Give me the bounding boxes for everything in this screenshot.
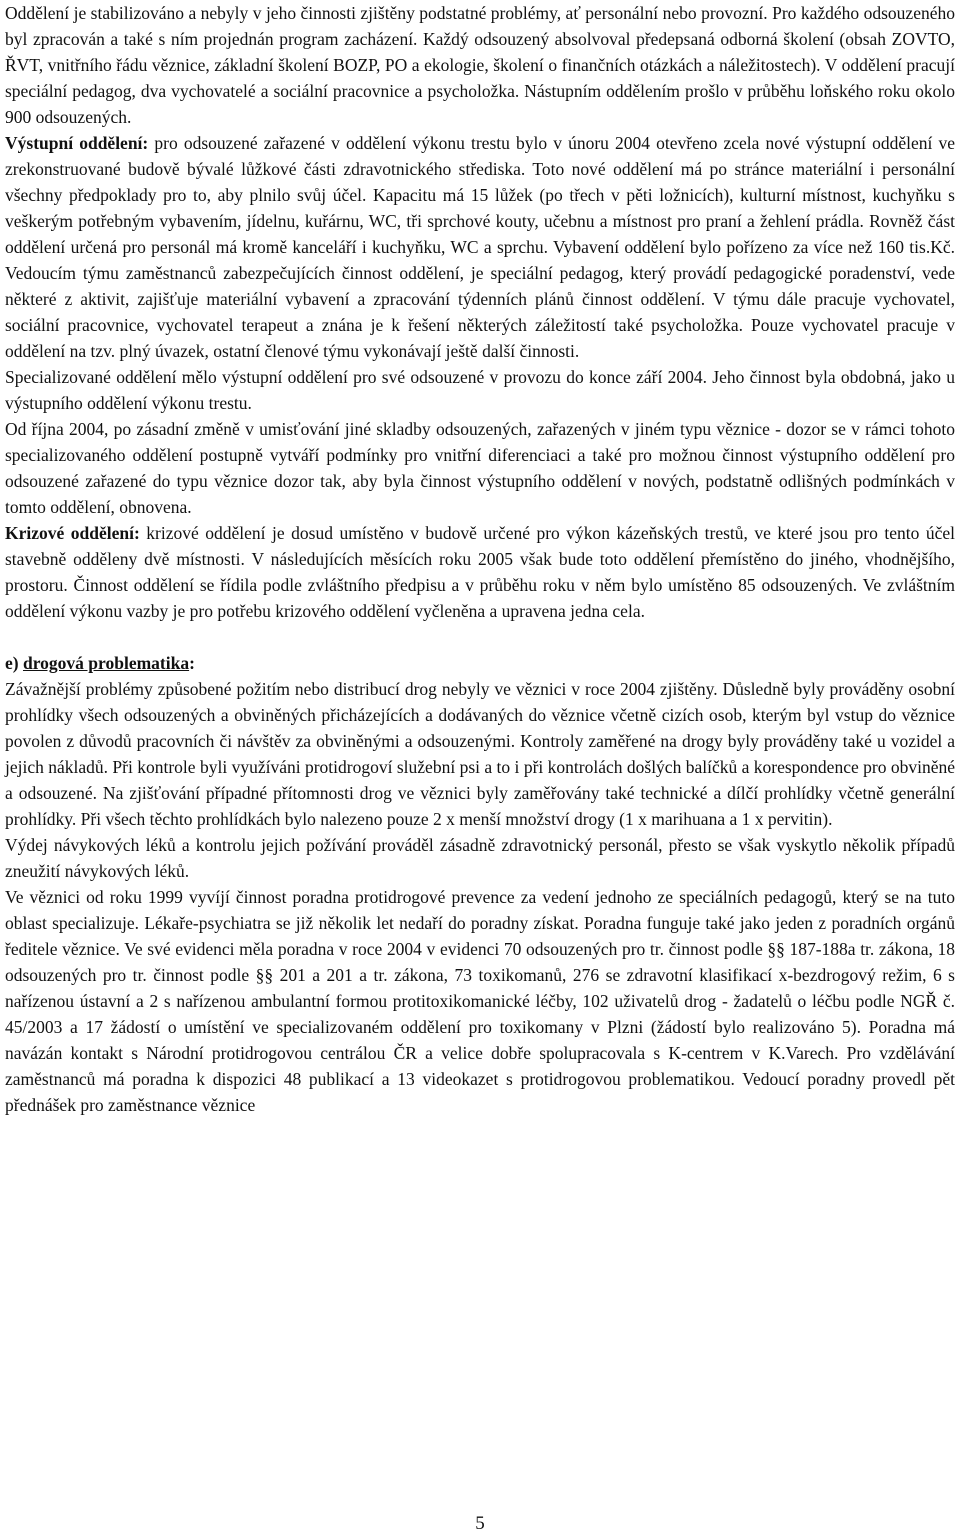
section-title: drogová problematika <box>22 653 190 673</box>
paragraph-october-2004: Od října 2004, po zásadní změně v umisťování jiné skladby odsouzených, zařazených v jiném typu věznice - dozor se v rámci tohoto specializovaného oddělení postupně vytváří podmínky pro vnitřní diferenciaci a také pro možnou činnost výstupního oddělení pro odsouzené zařazené do typu věznice dozor tak, aby byla činnost výstupního oddělení v nových, podstatně odlišných podmínkách v tomto oddělení, obnovena. <box>5 419 955 517</box>
paragraph-crisis-department <box>5 520 955 624</box>
paragraph-specialized-department: Specializované oddělení mělo výstupní oddělení pro své odsouzené v provozu do konce září 2004. Jeho činnost byla obdobná, jako u výstupního oddělení výkonu trestu. <box>5 367 955 413</box>
exit-department-label: Výstupní oddělení: <box>5 133 149 153</box>
section-spacer <box>5 624 955 650</box>
exit-department-text: pro odsouzené zařazené v oddělení výkonu trestu bylo v únoru 2004 otevřeno zcela nové výstupní oddělení ve zrekonstruované budově bývalé lůžkové části zdravotnického střediska. Toto nové oddělení má po stránce materiální i personální všechny předpoklady pro to, aby plnilo svůj účel. Kapacitu má 15 lůžek (po třech v pěti ložnicích), kulturní místnost, kuchyňku s veškerým potřebným vybavením, jídelnu, kuřárnu, WC, tři sprchové kouty, učebnu a místnost pro praní a žehlení prádla. Rovněž část oddělení určená pro personál má kromě kanceláří i kuchyňku, WC a sprchu. Vybavení oddělení bylo pořízeno za více než 160 tis.Kč. Vedoucím týmu zaměstnanců zabezpečujících činnost oddělení, je speciální pedagog, který provádí pedagogické poradenství, vede některé z aktivit, zajišťuje materiální vybavení a zpracování týdenních plánů činnost oddělení. V týmu dále pracuje vychovatel, sociální pracovnice, vychovatel terapeut a znána je k řešení některých záležitostí také psycholožka. Pouze vychovatel pracuje v oddělení na tzv. plný úvazek, ostatní členové týmu vykonávají ještě další činnosti. <box>5 133 955 361</box>
paragraph-medication: Výdej návykových léků a kontrolu jejich požívání prováděl zásadně zdravotnický personál, přesto se však vyskytlo několik případů zneužití návykových léků. <box>5 835 955 881</box>
crisis-department-label: Krizové oddělení: <box>5 523 140 543</box>
page-number: 5 <box>475 1513 485 1534</box>
section-heading-drugs <box>5 650 955 676</box>
document-page <box>5 0 955 1118</box>
crisis-department-text: krizové oddělení je dosud umístěno v budově určené pro výkon kázeňských trestů, ve které jsou pro tento účel stavebně odděleny dvě místnosti. V následujících měsících roku 2005 však bude toto oddělení přemístěno do jiného, vhodnějšího, prostoru. Činnost oddělení se řídila podle zvláštního předpisu a v průběhu roku v něm bylo umístěno 85 odsouzených. Ve zvláštním oddělení výkonu vazby je pro potřebu krizového oddělení vyčleněna a upravena jedna cela. <box>5 523 956 621</box>
paragraph-admission-department: Oddělení je stabilizováno a nebyly v jeho činnosti zjištěny podstatné problémy, ať personální nebo provozní. Pro každého odsouzeného byl zpracován a také s ním projednán program zacházení. Každý odsouzený absolvoval předepsaná odborná školení (obsah ZOVTO, ŘVT, vnitřního řádu věznice, základní školení BOZP, PO a ekologie, školení o finančních otázkách a náležitostech). V oddělení pracují speciální pedagog, dva vychovatelé a sociální pracovnice a psycholožka. Nástupním oddělením prošlo v průběhu loňského roku okolo 900 odsouzených. <box>5 3 955 127</box>
paragraph-exit-department <box>5 130 955 364</box>
section-letter: e) <box>5 653 19 673</box>
paragraph-drug-findings: Závažnější problémy způsobené požitím nebo distribucí drog nebyly ve věznici v roce 2004 zjištěny. Důsledně byly prováděny osobní prohlídky všech odsouzených a obviněných přicházejících a dodávaných do věznice včetně cizích osob, kterým byl vstup do věznice povolen z důvodů pracovních či návštěv za obviněnými a odsouzenými. Kontroly zaměřené na drogy byly prováděny také u vozidel a jejich nákladů. Při kontrole byli využíváni protidrogoví služební psi a to i při kontrolách došlých balíčků a korespondence pro obviněné a odsouzené. Na zjišťování případné přítomnosti drog ve věznici byly zaměřovány také technické a dílčí prohlídky včetně generální prohlídky. Při všech těchto prohlídkách bylo nalezeno pouze 2 x menší množství drogy (1 x marihuana a 1 x pervitin). <box>5 679 955 829</box>
paragraph-prevention-counseling: Ve věznici od roku 1999 vyvíjí činnost poradna protidrogové prevence za vedení jednoho ze speciálních pedagogů, který se na tuto oblast specializuje. Lékaře-psychiatra se již několik let nedaří do poradny získat. Poradna funguje také jako jeden z poradních orgánů ředitele věznice. Ve své evidenci měla poradna v roce 2004 v evidenci 70 odsouzených pro tr. činnost podle §§ 187-188a tr. zákona, 18 odsouzených pro tr. činnost podle §§ 201 a 201 a tr. zákona, 73 toxikomanů, 276 se zdravotní klasifikací x-bezdrogový režim, 6 s nařízenou ústavní a 2 s nařízenou ambulantní formou protitoxikomanické léčby, 102 uživatelů drog - žadatelů o léčbu podle NGŘ č. 45/2003 a 17 žádostí o umístění ve specializovaném oddělení pro toxikomany v Plzni (žádostí bylo realizováno 5). Poradna má navázán kontakt s Národní protidrogovou centrálou ČR a velice dobře spolupracovala s K-centrem v K.Varech. Pro vzdělávání zaměstnanců má poradna k dispozici 48 publikací a 13 videokazet s protidrogovou problematikou. Vedoucí poradny provedl pět přednášek pro zaměstnance věznice <box>5 887 955 1115</box>
section-colon: : <box>189 653 195 673</box>
